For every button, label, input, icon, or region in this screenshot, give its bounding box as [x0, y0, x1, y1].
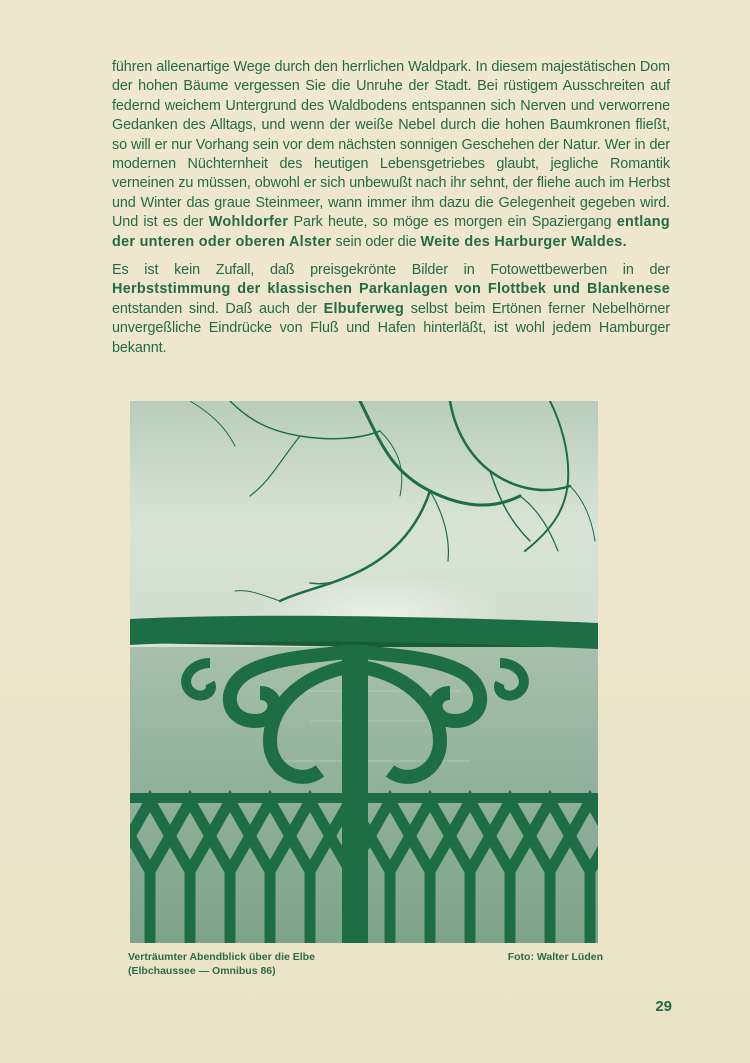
paragraph-2	[112, 261, 670, 358]
caption-line-1: Verträumter Abendblick über die Elbe	[128, 951, 315, 963]
paragraph-2-text-c: selbst beim Ertönen ferner Nebelhörner unvergeßliche Eindrücke von Fluß und Hafen hinterläßt, ist wohl jedem Hamburger bekannt.	[112, 300, 670, 356]
body-text	[112, 58, 670, 367]
paragraph-1-text-a: führen alleenartige Wege durch den herrlichen Waldpark. In diesem majestätischen Dom der hohen Bäume vergessen Sie die Unruhe der Stadt. Bei rüstigem Ausschreiten auf federnd weichem Untergrund des Waldbodens entspannen sich Nerven und verworrene Gedanken des Alltags, und wenn der weiße Nebel durch die hohen Baumkronen fließt, so will er nur Vorhang sein vor dem nächsten sonnigen Geschehen der Natur. Wer in der modernen Nüchternheit des heutigen Lebensgetriebes glaubt, jegliche Romantik verneinen zu müssen, obwohl er sich unbewußt nach ihr sehnt, der fliehe auch im Herbst und Winter das graue Steinmeer, wann immer ihm dazu die Gelegenheit gegeben wird. Und ist es der	[112, 59, 670, 231]
paragraph-1-text-c: sein oder die	[331, 233, 421, 250]
caption-line-2: (Elbchaussee — Omnibus 86)	[128, 965, 276, 977]
highlight-elbuferweg: Elbuferweg	[323, 300, 405, 317]
highlight-herbststimmung: Herbststimmung der klassischen Parkanlagen von Flottbek und Blankenese	[112, 281, 670, 298]
highlight-alster: entlang der unteren oder oberen Alster	[112, 214, 670, 250]
photo-caption	[128, 950, 428, 978]
paragraph-2-text-b: entstanden sind. Daß auch der	[112, 300, 324, 317]
photo-evening-view-elbe	[130, 401, 598, 943]
paragraph-2-text-a: Es ist kein Zufall, daß preisgekrönte Bilder in Fotowettbewerben in der	[112, 262, 670, 279]
photo-credit: Foto: Walter Lüden	[507, 951, 603, 963]
paragraph-1-text-b: Park heute, so möge es morgen ein Spaziergang	[288, 214, 617, 231]
paragraph-1	[112, 58, 670, 252]
highlight-wohldorfer: Wohldorfer	[208, 214, 289, 231]
highlight-harburger-wald: Weite des Harburger Waldes.	[420, 233, 627, 250]
photo-illustration	[130, 401, 598, 943]
page-number: 29	[655, 998, 672, 1015]
